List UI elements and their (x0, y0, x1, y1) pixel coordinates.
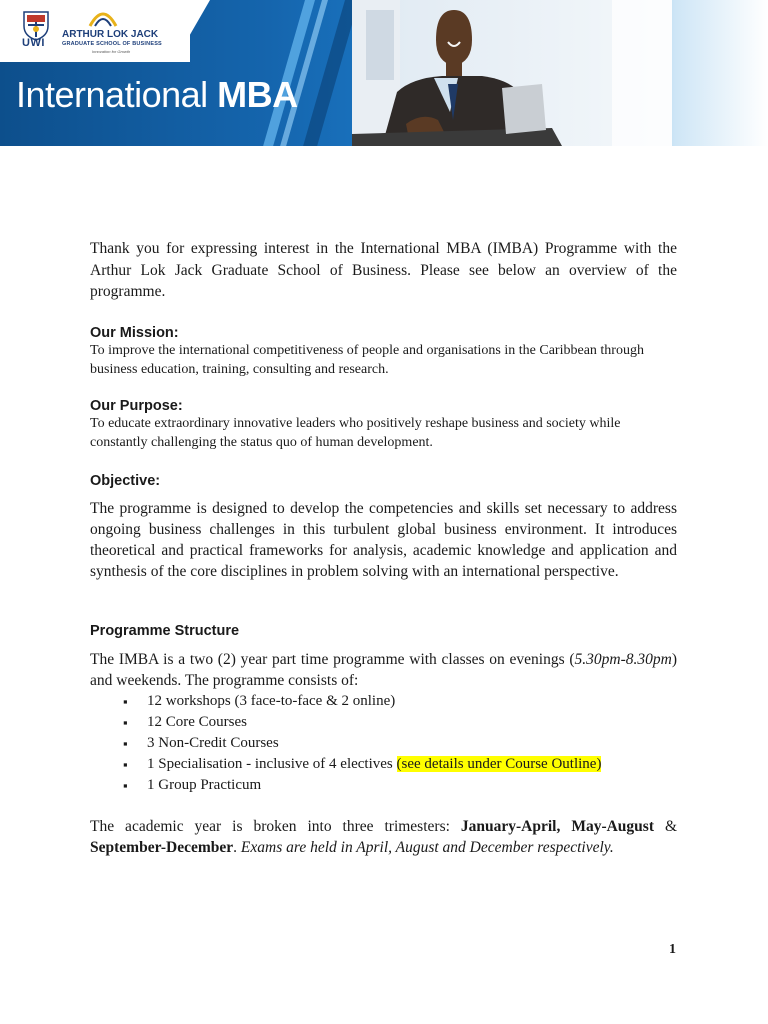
arthur-lok-jack-logo-icon (88, 8, 118, 28)
header-banner (0, 0, 768, 146)
academic-year-paragraph (90, 816, 677, 858)
structure-intro-text: ) and weekends. The programme consists of: (90, 650, 677, 689)
list-item-text: 1 Group Practicum (147, 776, 262, 793)
course-outline-note: (see details under Course Outline) (396, 755, 602, 772)
list-item (90, 775, 677, 796)
separator: , (556, 817, 572, 835)
programme-components-list (90, 691, 677, 796)
list-item-text: 3 Non-Credit Courses (147, 734, 279, 751)
trimester-1: January-April (460, 817, 557, 835)
school-tagline: Innovation for Growth (92, 49, 131, 54)
trimester-3: September-December (90, 838, 234, 856)
objective-text: The programme is designed to develop the competencies and skills set necessary to address ongoing business challenges in this turbulent global business environment. It introduces theoretical and practical frameworks for analysis, academic knowledge and application and synthesis of the core disciplines in problem solving with an international perspective. (90, 499, 677, 580)
list-item-text: 1 Specialisation - inclusive of 4 electives (147, 755, 397, 772)
class-hours: 5.30pm-8.30pm (574, 650, 672, 668)
objective-heading: Objective: (90, 472, 161, 489)
banner-stripe (303, 0, 359, 146)
document-body (90, 238, 677, 858)
banner-title-regular: International (16, 74, 218, 115)
structure-intro-text: The IMBA is a two (2) year part time programme with classes on evenings ( (90, 650, 575, 668)
intro-paragraph: Thank you for expressing interest in the International MBA (IMBA) Programme with the Arthur Lok Jack Graduate School of Business. Please see below an overview of the programme. (90, 240, 677, 300)
list-item-text: 12 workshops (3 face-to-face & 2 online) (147, 692, 396, 709)
list-item (90, 691, 677, 712)
separator: & (653, 817, 678, 835)
list-item (90, 754, 677, 775)
list-item-text: 12 Core Courses (147, 713, 247, 730)
list-item (90, 733, 677, 754)
page-number: 1 (669, 942, 676, 957)
businessman-photo (352, 0, 672, 146)
list-item (90, 712, 677, 733)
structure-intro (90, 649, 677, 691)
mission-text: To improve the international competitiveness of people and organisations in the Caribbean through business education, training, consulting and research. (90, 342, 644, 377)
uwi-label: UWI (22, 37, 45, 49)
banner-title (16, 74, 298, 116)
school-subtitle: GRADUATE SCHOOL OF BUSINESS (62, 41, 162, 47)
structure-heading: Programme Structure (90, 622, 240, 639)
school-name: ARTHUR LOK JACK (62, 29, 159, 40)
trimester-2: May-August (571, 817, 654, 835)
purpose-text: To educate extraordinary innovative leaders who positively reshape business and society while constantly challenging the status quo of human development. (90, 415, 621, 450)
exams-note: Exams are held in April, August and December respectively. (240, 838, 614, 856)
banner-title-bold: MBA (217, 74, 298, 115)
mission-heading: Our Mission: (90, 324, 179, 341)
separator: . (233, 838, 241, 856)
purpose-heading: Our Purpose: (90, 397, 183, 414)
academic-year-text: The academic year is broken into three trimesters: (90, 817, 461, 835)
